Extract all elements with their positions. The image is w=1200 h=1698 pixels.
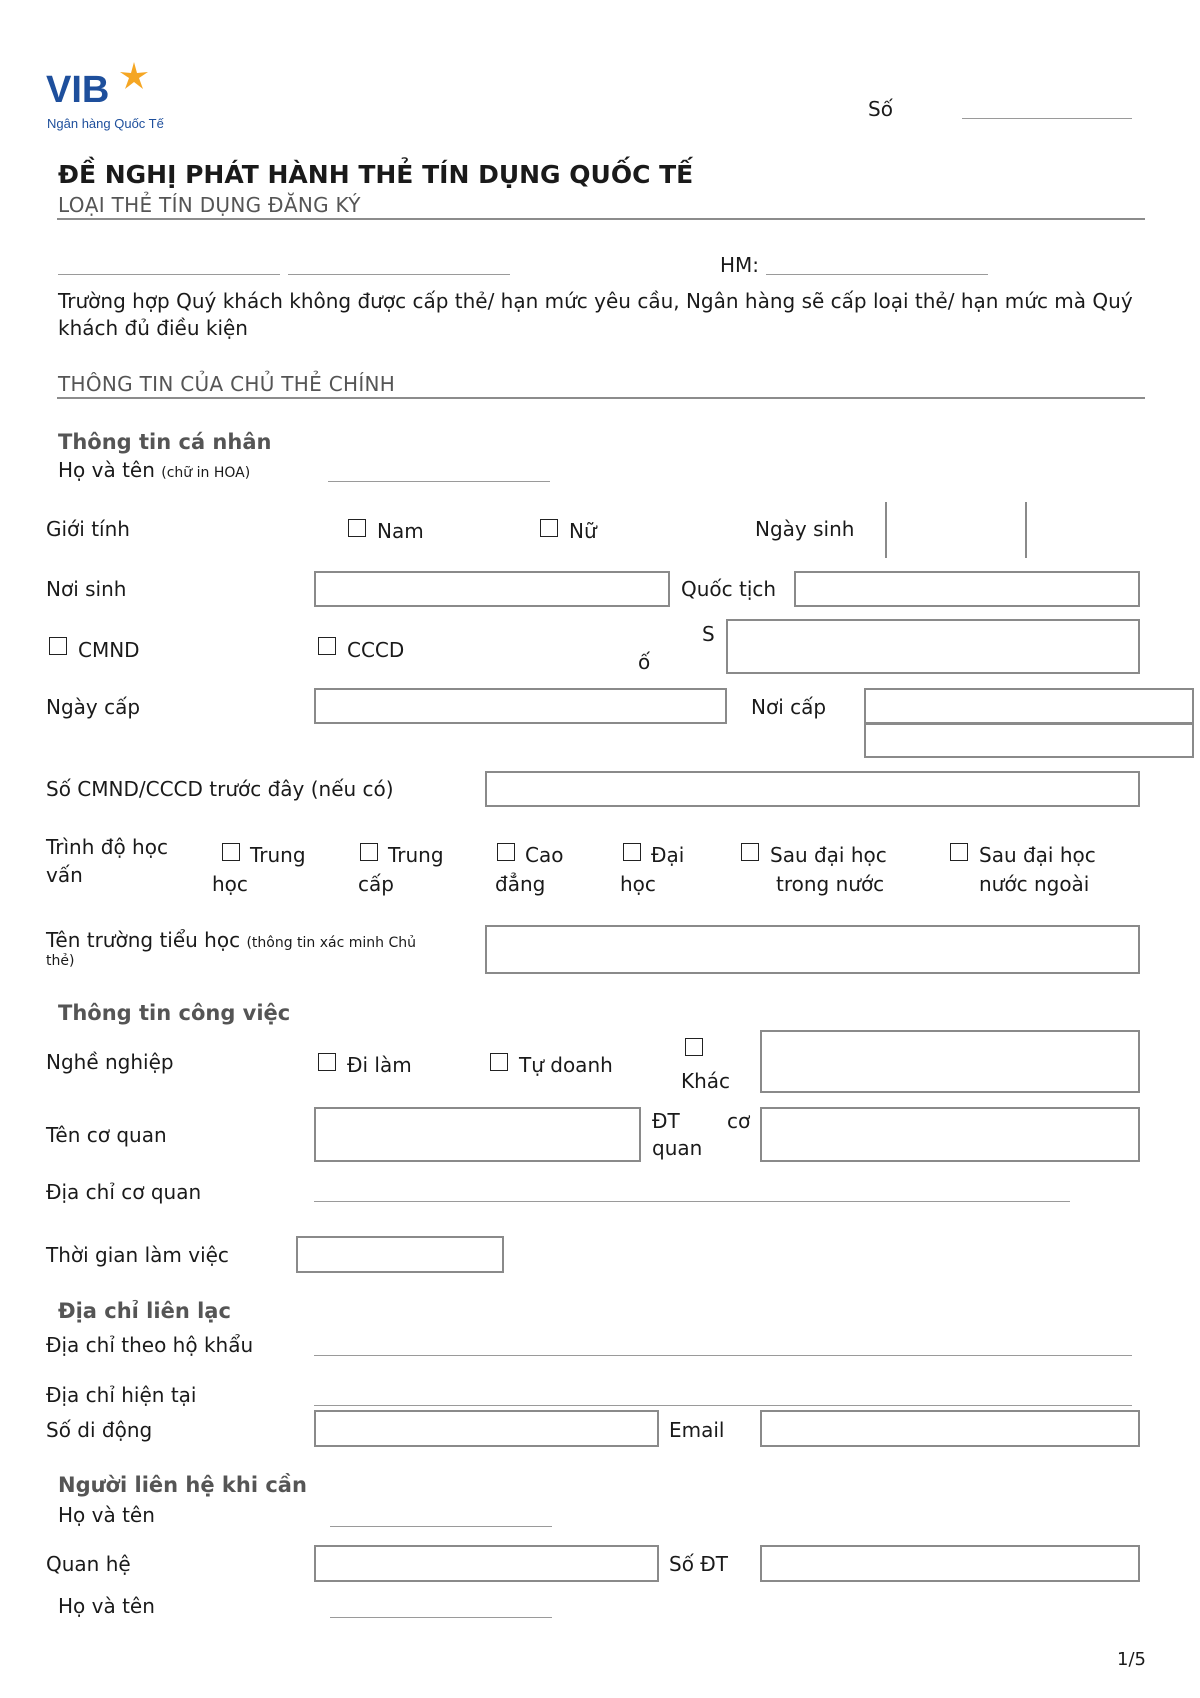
cmnd-checkbox[interactable] <box>49 637 67 659</box>
company-phone-label-2: cơ <box>727 1109 751 1133</box>
self-employed-label: Tự doanh <box>519 1053 613 1077</box>
edu-checkbox-sau-dai-hoc-trong-nuoc[interactable] <box>741 843 759 865</box>
hm-label: HM: <box>720 253 760 277</box>
relation-field[interactable] <box>314 1545 659 1582</box>
employed-label: Đi làm <box>347 1053 412 1077</box>
gender-label: Giới tính <box>46 517 130 541</box>
school-label-text: Tên trường tiểu học <box>46 928 241 952</box>
section-main: THÔNG TIN CỦA CHỦ THẺ CHÍNH <box>58 372 396 396</box>
school-label <box>46 928 416 955</box>
star-icon <box>120 62 148 89</box>
so-label: Số <box>868 97 893 121</box>
edu-option-label: nước ngoài <box>979 872 1090 896</box>
nationality-field[interactable] <box>794 571 1140 607</box>
other-job-checkbox[interactable] <box>685 1038 703 1060</box>
fullname-hint: (chữ in HOA) <box>161 465 251 481</box>
divider <box>57 397 1145 399</box>
company-address-field[interactable] <box>314 1201 1070 1202</box>
edu-label-1: Trình độ học <box>46 835 168 859</box>
school-hint-2: thẻ) <box>46 953 75 969</box>
fullname-field[interactable] <box>328 481 550 482</box>
emergency-phone-label: Số ĐT <box>669 1552 729 1576</box>
work-time-field[interactable] <box>296 1236 504 1273</box>
edu-option-label: cấp <box>358 872 394 896</box>
current-address-label: Địa chỉ hiện tại <box>46 1383 197 1407</box>
old-id-field[interactable] <box>485 771 1140 807</box>
edu-option-label: Trung <box>250 843 306 867</box>
company-label: Tên cơ quan <box>46 1123 167 1147</box>
cmnd-label: CMND <box>78 638 140 662</box>
female-label: Nữ <box>569 519 597 543</box>
male-checkbox[interactable] <box>348 519 366 541</box>
cccd-label: CCCD <box>347 638 405 662</box>
fullname-label <box>58 458 250 485</box>
school-field[interactable] <box>485 925 1140 974</box>
edu-option-label: học <box>620 872 656 896</box>
email-field[interactable] <box>760 1410 1140 1447</box>
issue-date-label: Ngày cấp <box>46 695 141 719</box>
hm-field[interactable] <box>766 274 988 275</box>
personal-heading: Thông tin cá nhân <box>58 430 272 454</box>
logo-tagline: Ngân hàng Quốc Tế <box>47 116 164 131</box>
edu-checkbox-trung-cap[interactable] <box>360 843 378 865</box>
edu-option-label: đẳng <box>495 872 546 896</box>
id-number-label-bottom: ố <box>638 650 651 674</box>
mobile-label: Số di động <box>46 1418 153 1442</box>
edu-checkbox-sau-dai-hoc-nuoc-ngoai[interactable] <box>950 843 968 865</box>
id-number-label-top: S <box>702 622 715 646</box>
logo-brand: VIB <box>46 69 110 111</box>
company-address-label: Địa chỉ cơ quan <box>46 1180 202 1204</box>
contact-heading: Địa chỉ liên lạc <box>58 1299 231 1323</box>
other-job-label: Khác <box>681 1069 731 1093</box>
other-job-field[interactable] <box>760 1030 1140 1093</box>
page-title: ĐỀ NGHỊ PHÁT HÀNH THẺ TÍN DỤNG QUỐC TẾ <box>58 160 694 189</box>
work-time-label: Thời gian làm việc <box>46 1243 229 1267</box>
divider <box>57 218 1145 220</box>
work-heading: Thông tin công việc <box>58 1001 291 1025</box>
emergency-name-label: Họ và tên <box>58 1503 155 1527</box>
dob-field[interactable] <box>888 502 1024 558</box>
edu-checkbox-cao-dang[interactable] <box>497 843 515 865</box>
edu-option-label: trong nước <box>776 872 885 896</box>
birthplace-label: Nơi sinh <box>46 577 127 601</box>
emergency-name-field[interactable] <box>330 1526 552 1527</box>
issue-place-field-2[interactable] <box>864 723 1194 758</box>
emergency-name-label-2: Họ và tên <box>58 1594 155 1618</box>
self-employed-checkbox[interactable] <box>490 1053 508 1075</box>
edu-option-label: Sau đại học <box>770 843 887 867</box>
edu-option-label: Trung <box>388 843 444 867</box>
edu-checkbox-dai-hoc[interactable] <box>623 843 641 865</box>
fullname-label-text: Họ và tên <box>58 458 155 482</box>
current-address-field[interactable] <box>314 1405 1132 1406</box>
issue-date-field[interactable] <box>314 688 727 724</box>
relation-label: Quan hệ <box>46 1552 131 1576</box>
issue-place-field-1[interactable] <box>864 688 1194 724</box>
female-checkbox[interactable] <box>540 519 558 541</box>
card-type-field-1[interactable] <box>58 274 280 275</box>
emergency-name-field-2[interactable] <box>330 1617 552 1618</box>
dob-field-right <box>1025 502 1027 558</box>
edu-checkbox-trung-hoc[interactable] <box>222 843 240 865</box>
vib-logo <box>46 60 176 132</box>
issue-place-label: Nơi cấp <box>751 695 827 719</box>
note-text: Trường hợp Quý khách không được cấp thẻ/ hạn mức yêu cầu, Ngân hàng sẽ cấp loại thẻ/ hạn mức mà Quý khách đủ điều kiện <box>58 289 1133 340</box>
mobile-field[interactable] <box>314 1410 659 1447</box>
edu-option-label: học <box>212 872 248 896</box>
employed-checkbox[interactable] <box>318 1053 336 1075</box>
permanent-address-label: Địa chỉ theo hộ khẩu <box>46 1333 254 1357</box>
card-type-field-2[interactable] <box>288 274 510 275</box>
birthplace-field[interactable] <box>314 571 670 607</box>
cccd-checkbox[interactable] <box>318 637 336 659</box>
school-hint: (thông tin xác minh Chủ <box>246 935 417 951</box>
emergency-heading: Người liên hệ khi cần <box>58 1473 307 1497</box>
company-phone-label-1: ĐT <box>652 1109 680 1133</box>
edu-option-label: Sau đại học <box>979 843 1096 867</box>
edu-label-2: vấn <box>46 863 83 887</box>
emergency-phone-field[interactable] <box>760 1545 1140 1582</box>
id-number-field[interactable] <box>726 619 1140 674</box>
company-field[interactable] <box>314 1107 641 1162</box>
male-label: Nam <box>377 519 424 543</box>
section-card-type: LOẠI THẺ TÍN DỤNG ĐĂNG KÝ <box>58 193 361 217</box>
company-phone-field[interactable] <box>760 1107 1140 1162</box>
dob-field-left <box>885 502 887 558</box>
old-id-label: Số CMND/CCCD trước đây (nếu có) <box>46 777 394 801</box>
page-number: 1/5 <box>1117 1649 1146 1670</box>
nationality-label: Quốc tịch <box>681 577 777 601</box>
company-phone-label-3: quan <box>652 1136 703 1160</box>
so-field[interactable] <box>962 118 1132 119</box>
dob-label: Ngày sinh <box>755 517 855 541</box>
vib-logo-mark <box>46 60 176 132</box>
edu-option-label: Cao <box>525 843 564 867</box>
job-label: Nghề nghiệp <box>46 1050 174 1074</box>
permanent-address-field[interactable] <box>314 1355 1132 1356</box>
edu-option-label: Đại <box>651 843 685 867</box>
email-label: Email <box>669 1418 725 1442</box>
